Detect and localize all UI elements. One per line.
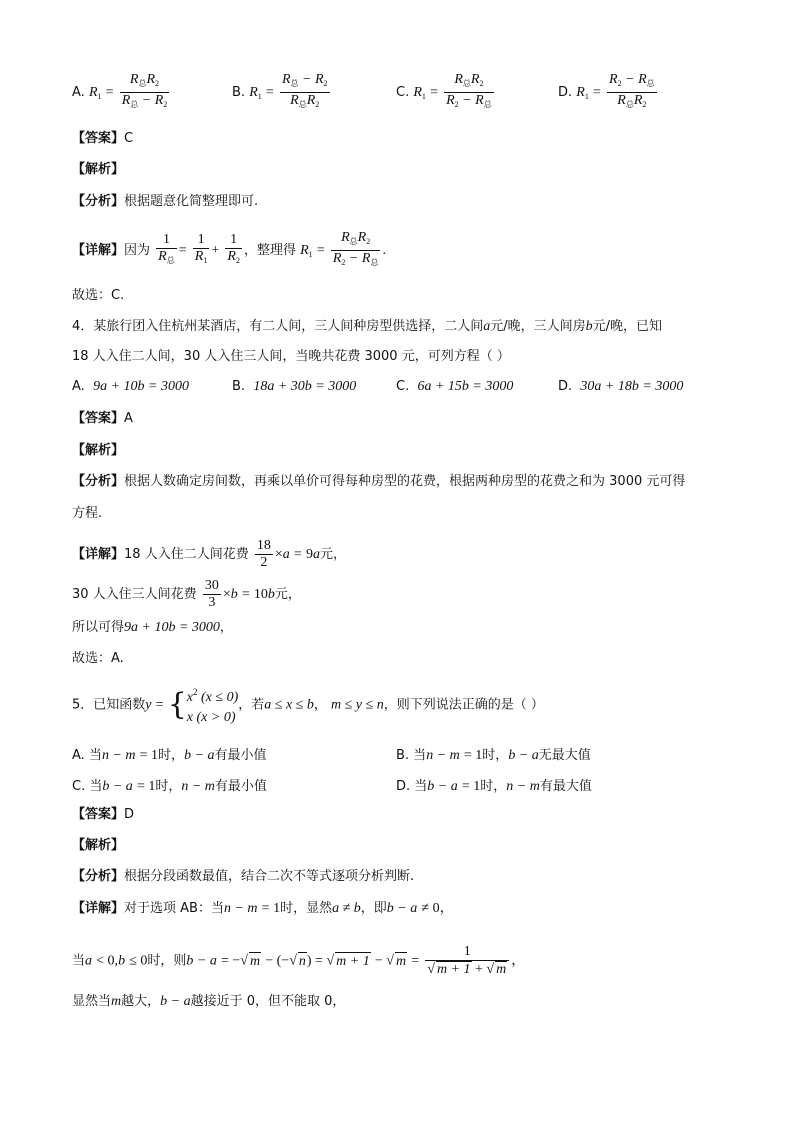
q4-xiangjie-line2: 30 人入住三人间花费 $\frac{30}{3}$ ×b = 10b元， [72,578,301,610]
q3-xiangjie: 【详解】因为 $\frac{1}{R_总}$ = $\frac{1}{R_1}$ + $\frac{1}{R_2}$ ，整理得 $R_1$ = $\frac{R_总R_2}{R_2 - R_总}$ . [72,230,386,267]
q4-xiangjie-line3: 所以可得9a + 10b = 3000， [72,620,233,635]
q5-jiexi: 【解析】 [72,838,125,853]
q4-answer: 【答案】A [72,411,133,426]
q3-option-c: C. $R_1$ = $\frac{R_总R_2}{R_2 - R_总}$ [396,72,492,109]
q5-option-c: C. 当b − a = 1时，n − m有最小值 [72,779,267,794]
q3-option-d: D. $R_1$ = $\frac{R_2 - R_总}{R_总R_2}$ [558,72,655,109]
q3-fenxi: 【分析】根据题意化简整理即可. [72,194,259,209]
q4-jiexi: 【解析】 [72,443,125,458]
q4-option-b: B. 18a + 30b = 3000 [232,379,357,394]
q5-option-b: B. 当n − m = 1时，b − a无最大值 [396,748,591,763]
q5-xiangjie-line3: 显然当m越大，b − a越接近于 0，但不能取 0， [72,994,346,1009]
q5-xiangjie-line2: 当a < 0,b ≤ 0时，则b − a = −√ m − (−√ n) = √ m + 1 − √ m = $\frac{1}{√ m + 1 + √ m}$ ， [72,944,526,977]
q5-stem: 5．已知函数y = { $x^2$ (x ≤ 0) x (x > 0) ，若a ≤ x ≤ b， m ≤ y ≤ n，则下列说法正确的是（ ） [72,687,544,725]
q3-jiexi: 【解析】 [72,162,125,177]
q4-option-a: A. 9a + 10b = 3000 [72,379,189,394]
q4-stem-line1: 4．某旅行团入住杭州某酒店，有二人间，三人间种房型供选择，二人间a元/晚，三人间房b元/晚，已知 [72,319,663,334]
q3-option-a: A. $R_1$ = $\frac{R_总R_2}{R_总 - R_2}$ [72,72,168,109]
q3-conclusion: 故选：C. [72,288,125,303]
q4-option-c: C. 6a + 15b = 3000 [396,379,514,394]
q5-option-d: D. 当b − a = 1时，n − m有最大值 [396,779,592,794]
q4-fenxi-line2: 方程. [72,506,103,521]
q4-xiangjie-line1: 【详解】18 人入住二人间花费 $\frac{18}{2}$ ×a = 9a元， [72,538,346,570]
q5-xiangjie-line1: 【详解】对于选项 AB：当n − m = 1时，显然a ≠ b，即b − a ≠ 0， [72,901,454,916]
q4-stem-line2: 18 人入住二人间，30 人入住三人间，当晚共花费 3000 元，可列方程（ ） [72,349,510,364]
q4-fenxi-line1: 【分析】根据人数确定房间数，再乘以单价可得每种房型的花费，根据两种房型的花费之和为 3000 元可得 [72,474,686,489]
q4-conclusion: 故选：A. [72,651,124,666]
q3-answer: 【答案】C [72,131,134,146]
q5-option-a: A. 当n − m = 1时，b − a有最小值 [72,748,267,763]
q4-option-d: D. 30a + 18b = 3000 [558,379,684,394]
q5-answer: 【答案】D [72,807,135,822]
q3-option-b: B. $R_1$ = $\frac{R_总 - R_2}{R_总R_2}$ [232,72,328,109]
q5-fenxi: 【分析】根据分段函数最值，结合二次不等式逐项分析判断. [72,869,415,884]
